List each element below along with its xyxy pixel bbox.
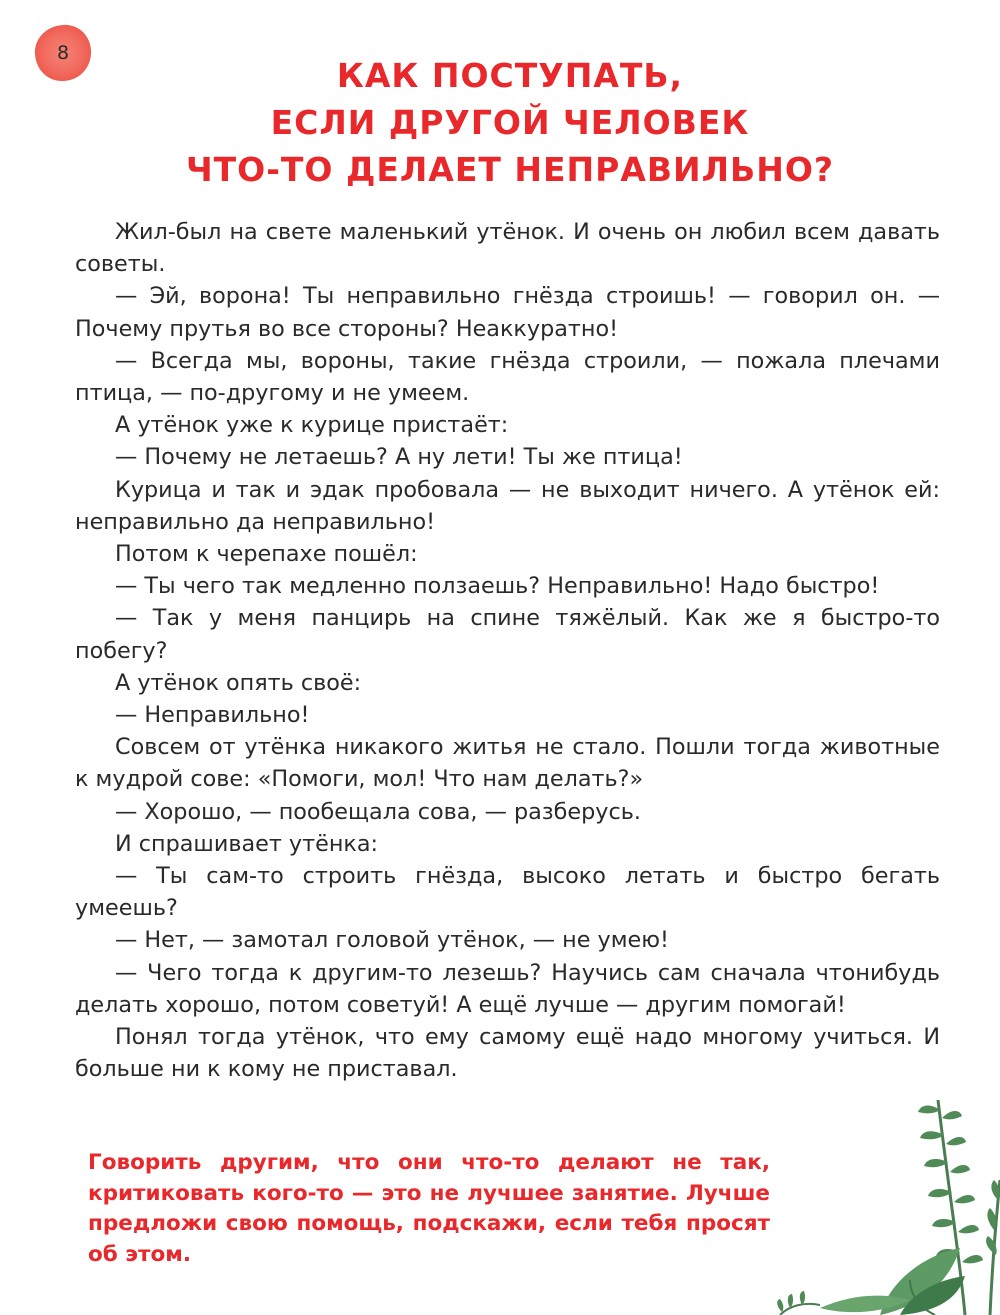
story-paragraph: — Чего тогда к другим-то лезешь? Научись сам сначала чтонибудь делать хорошо, потом советуй! А ещё лучше — другим помогай! — [75, 959, 940, 1018]
story-paragraph: — Неправильно! — [115, 702, 310, 729]
page-number-badge — [32, 22, 94, 84]
story-paragraph: Потом к черепахе пошёл: — [115, 541, 418, 568]
story-paragraph: А утёнок опять своё: — [115, 669, 362, 696]
plant-illustration-icon — [760, 1080, 1000, 1315]
title-line-1: КАК ПОСТУПАТЬ, — [336, 56, 684, 95]
story-paragraph: Жил-был на свете маленький утёнок. И очень он любил всем давать советы. — [75, 219, 940, 278]
story-paragraph: И спрашивает утёнка: — [115, 830, 379, 857]
story-text — [75, 216, 940, 1085]
page-title — [180, 52, 840, 193]
story-paragraph: — Хорошо, — пообещала сова, — разберусь. — [115, 798, 641, 825]
title-line-2: ЕСЛИ ДРУГОЙ ЧЕЛОВЕК — [270, 103, 750, 142]
moral-text: Говорить другим, что они что-то делают не так, критиковать кого-то — это не лучшее занятие. Лучше предложи свою помощь, подскажи, если тебя просят об этом. — [88, 1150, 770, 1267]
story-paragraph: А утёнок уже к курице пристаёт: — [115, 412, 509, 439]
story-paragraph: Понял тогда утёнок, что ему самому ещё надо многому учиться. И больше ни к кому не приставал. — [75, 1024, 940, 1083]
story-paragraph: — Всегда мы, вороны, такие гнёзда строили, — пожала плечами птица, — по-другому и не умеем. — [75, 347, 940, 407]
story-paragraph: — Ты чего так медленно ползаешь? Неправильно! Надо быстро! — [115, 573, 880, 600]
title-line-3: ЧТО-ТО ДЕЛАЕТ НЕПРАВИЛЬНО? — [185, 150, 835, 189]
story-paragraph: — Ты сам-то строить гнёзда, высоко летать и быстро бегать умеешь? — [75, 863, 940, 922]
story-paragraph: — Эй, ворона! Ты неправильно гнёзда строишь! — говорил он. — Почему прутья во все стороны? Неаккуратно! — [75, 283, 940, 342]
page-number: 8 — [56, 42, 70, 64]
story-paragraph: Совсем от утёнка никакого житья не стало. Пошли тогда животные к мудрой сове: «Помоги, мол! Что нам делать?» — [75, 734, 940, 793]
story-paragraph: — Нет, — замотал головой утёнок, — не умею! — [115, 927, 669, 954]
story-paragraph: — Так у меня панцирь на спине тяжёлый. Как же я быстро-то побегу? — [75, 605, 940, 664]
story-paragraph: Курица и так и эдак пробовала — не выходит ничего. А утёнок ей: неправильно да неправильно! — [75, 476, 940, 535]
story-paragraph: — Почему не летаешь? А ну лети! Ты же птица! — [115, 444, 683, 471]
